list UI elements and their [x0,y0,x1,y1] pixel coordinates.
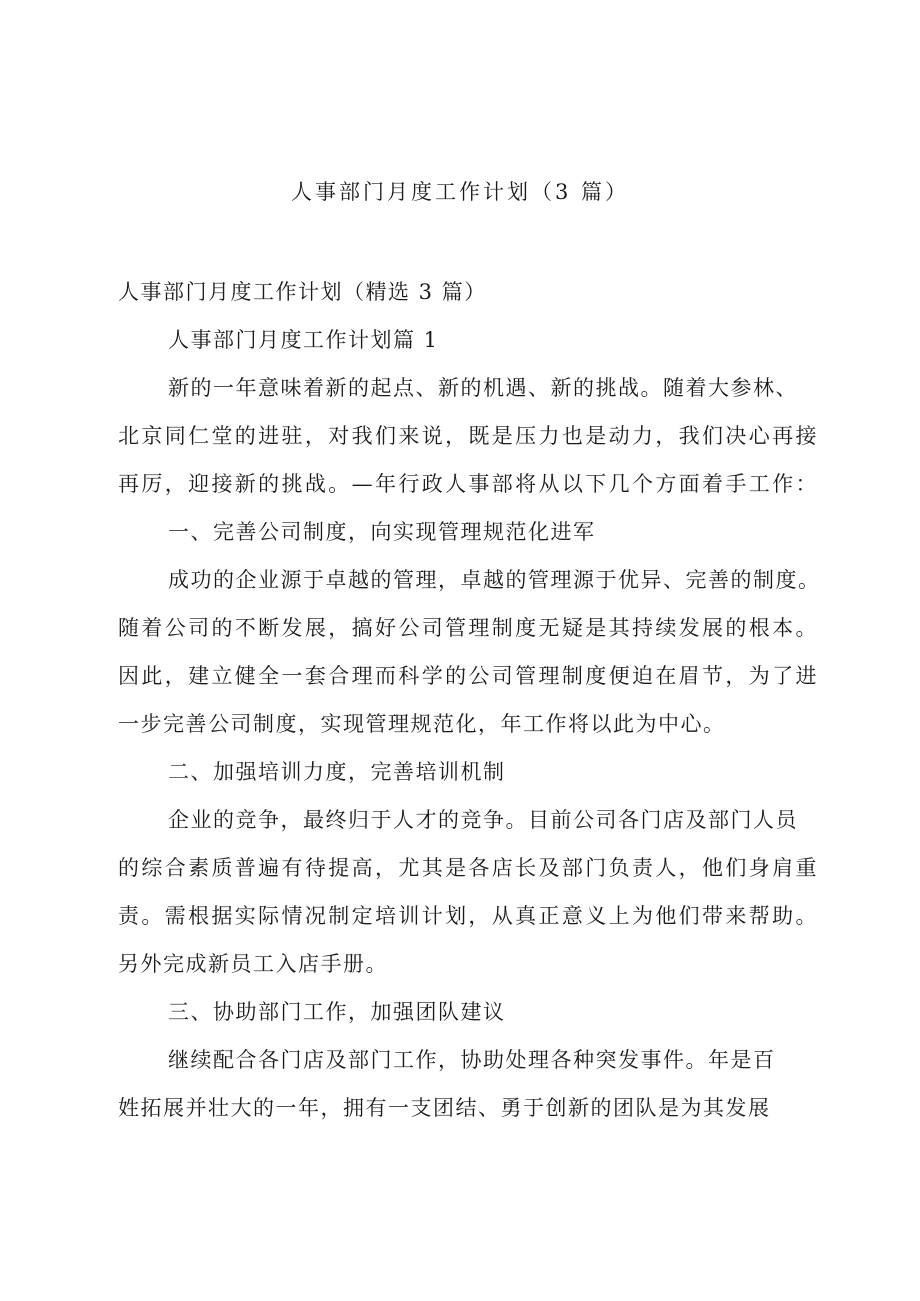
para1-line-3: 因此，建立健全一套合理而科学的公司管理制度便迫在眉节，为了进 [118,664,818,688]
heading-1: 一、完善公司制度，向实现管理规范化进军 [168,520,596,544]
heading-3: 三、协助部门工作，加强团队建议 [168,1000,506,1024]
heading-2: 二、加强培训力度，完善培训机制 [168,760,506,784]
para1-line-4: 一步完善公司制度，实现管理规范化，年工作将以此为中心。 [118,712,726,736]
document-title: 人事部门月度工作计划（3 篇） [290,180,630,204]
intro-line-3: 再厉，迎接新的挑战。—年行政人事部将从以下几个方面着手工作： [118,472,818,496]
para2-line-1: 企业的竞争，最终归于人才的竞争。目前公司各门店及部门人员 [168,808,798,832]
para3-line-1: 继续配合各门店及部门工作，协助处理各种突发事件。年是百 [168,1048,776,1072]
document-subtitle: 人事部门月度工作计划（精选 3 篇） [118,280,487,304]
para1-line-1: 成功的企业源于卓越的管理，卓越的管理源于优异、完善的制度。 [168,568,821,592]
para2-line-2: 的综合素质普遍有待提高，尤其是各店长及部门负责人，他们身肩重 [118,856,818,880]
intro-line-2: 北京同仁堂的进驻，对我们来说，既是压力也是动力，我们决心再接 [118,424,818,448]
para2-line-4: 另外完成新员工入店手册。 [118,952,388,976]
section-title: 人事部门月度工作计划篇 1 [168,328,439,352]
para3-line-2: 姓拓展并壮大的一年，拥有一支团结、勇于创新的团队是为其发展 [118,1096,771,1120]
intro-line-1: 新的一年意味着新的起点、新的机遇、新的挑战。随着大参林、 [168,376,798,400]
para2-line-3: 责。需根据实际情况制定培训计划，从真正意义上为他们带来帮助。 [118,904,818,928]
para1-line-2: 随着公司的不断发展，搞好公司管理制度无疑是其持续发展的根本。 [118,616,818,640]
